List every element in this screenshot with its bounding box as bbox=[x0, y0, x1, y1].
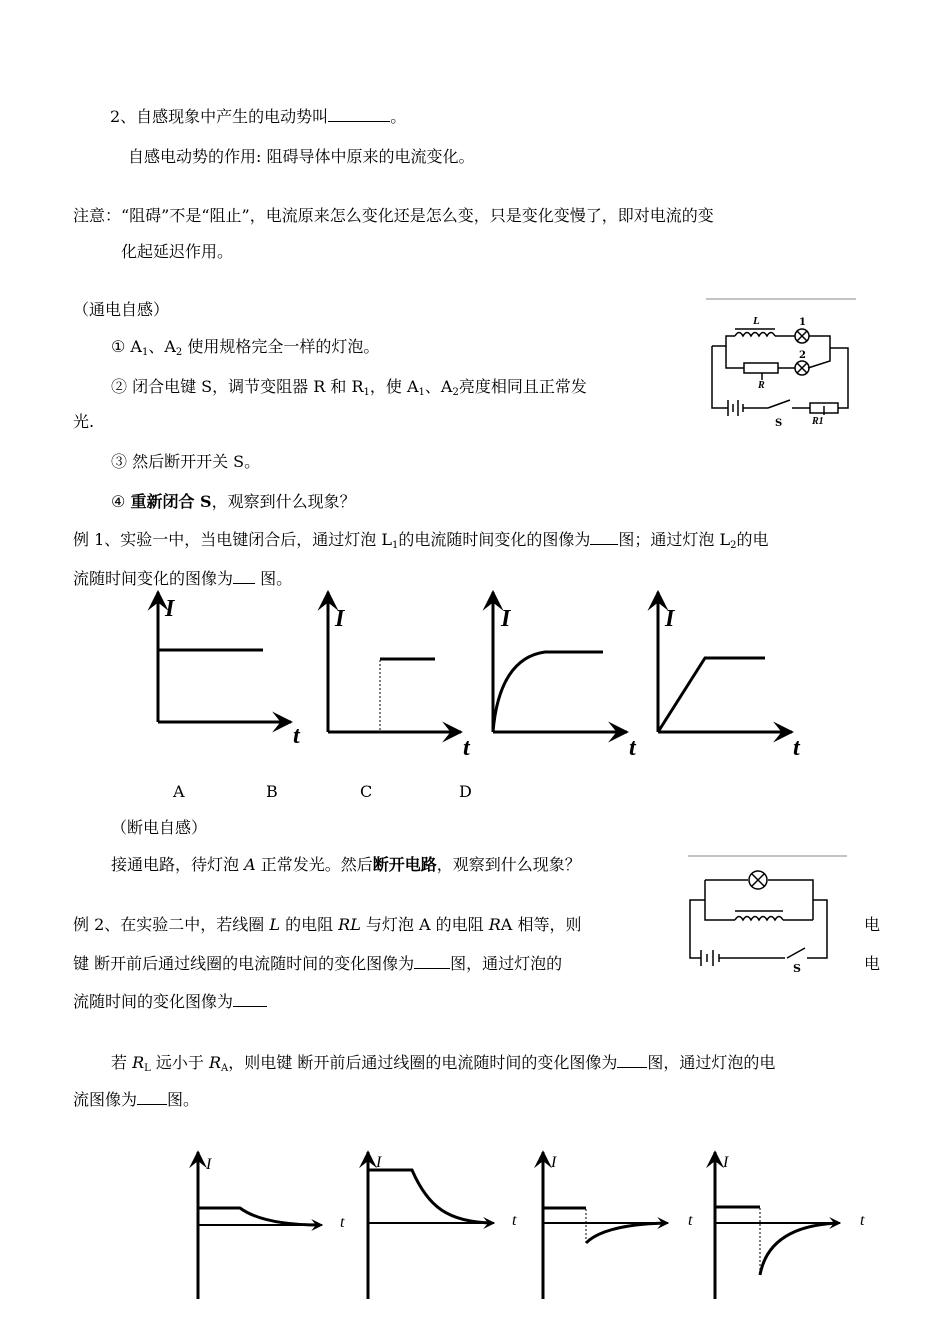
graph-D-y-label: I bbox=[665, 606, 675, 632]
step2-sub: 1 bbox=[363, 387, 370, 398]
off-text: 接通电路，待灯泡 bbox=[111, 855, 245, 874]
off-bold: 断开电路 bbox=[372, 855, 437, 874]
graph-B-x-label: t bbox=[463, 735, 470, 761]
circuit-diagram-1 bbox=[700, 296, 865, 431]
step2-text: 亮度相同且正常发 bbox=[458, 377, 587, 396]
ex2-text: 例 2、在实验二中，若线圈 bbox=[73, 915, 270, 934]
step4-bold: 重新闭合 S bbox=[130, 492, 212, 511]
ex2-text: 与灯泡 A 的电阻 bbox=[360, 915, 489, 934]
graph-A-y-label: I bbox=[165, 596, 175, 622]
step1-sub: 1 bbox=[141, 347, 149, 358]
ex2-text: 流随时间的变化图像为 bbox=[73, 992, 234, 1011]
ex3-text: R bbox=[132, 1053, 145, 1072]
graph-C-x-label: t bbox=[629, 735, 636, 761]
example-2-line-3 bbox=[73, 992, 267, 1012]
ex3-text: 图。 bbox=[167, 1090, 200, 1109]
inductor-label: L bbox=[753, 315, 760, 327]
note-line-1: 注意：“阻碍”不是“阻止”，电流原来怎么变化还是怎么变，只是变化变慢了，即对电流的变 bbox=[73, 206, 714, 225]
lamp-2-label: 2 bbox=[799, 350, 806, 361]
graphs-set-1 bbox=[145, 588, 815, 763]
answer-blank[interactable] bbox=[617, 1053, 647, 1068]
note-line-2: 化起延迟作用。 bbox=[121, 242, 234, 261]
ex3-sub: A bbox=[221, 1063, 229, 1074]
off-text: 正常发光。然后 bbox=[255, 855, 373, 874]
step1-text: ① A bbox=[111, 337, 142, 356]
answer-blank[interactable] bbox=[328, 107, 390, 122]
g2-3-y-label: I bbox=[551, 1154, 557, 1171]
switch-label-2: S bbox=[793, 962, 801, 975]
graph-label-B: B bbox=[266, 782, 278, 801]
ex2-text: A 相等，则 bbox=[500, 915, 582, 934]
step2-sub: 1 bbox=[418, 387, 425, 398]
lamp-1-label: 1 bbox=[799, 317, 806, 328]
ex3-text: R bbox=[208, 1053, 222, 1072]
ex3-text: 图，通过灯泡的电 bbox=[647, 1053, 776, 1072]
ex2-text: 的电阻 bbox=[279, 915, 339, 934]
g2-4-y-label: I bbox=[723, 1154, 729, 1171]
graph-C-y-label: I bbox=[501, 606, 511, 632]
g2-2-y-label: I bbox=[376, 1154, 382, 1171]
step4-rest: ，观察到什么现象？ bbox=[211, 492, 356, 511]
ex1-text: 的电 bbox=[736, 530, 769, 549]
graph-label-D: D bbox=[459, 782, 472, 801]
ex1-text: 的电流随时间变化的图像为 bbox=[398, 530, 591, 549]
ex3-text: ，则电键 断开前后通过线圈的电流随时间的变化图像为 bbox=[228, 1053, 618, 1072]
step1-text: 、A bbox=[148, 337, 176, 356]
off-text: A bbox=[244, 855, 256, 874]
resistor-label: R1 bbox=[812, 416, 824, 427]
power-off-line bbox=[111, 855, 581, 875]
example-1-line-2 bbox=[73, 569, 292, 589]
graph-B-y-label: I bbox=[335, 606, 345, 632]
g2-1-y-label: I bbox=[206, 1156, 212, 1173]
ex2-text: 键 断开前后通过线圈的电流随时间的变化图像为 bbox=[73, 954, 415, 973]
emf-effect: 自感电动势的作用: 阻碍导体中原来的电流变化。 bbox=[128, 147, 475, 166]
ex3-sub: L bbox=[144, 1063, 151, 1074]
step-2 bbox=[111, 377, 587, 403]
step2-text: ② 闭合电键 S，调节变阻器 R 和 R bbox=[111, 377, 364, 396]
example-3-line-1 bbox=[111, 1053, 775, 1079]
q2-suffix: 。 bbox=[390, 107, 407, 126]
ex2-overflow-1: 电 bbox=[864, 915, 881, 934]
ex2-overflow-2: 电 bbox=[864, 954, 881, 973]
ex1-text: 图。 bbox=[255, 569, 293, 588]
graph-label-C: C bbox=[360, 782, 373, 801]
ex1-text: 图；通过灯泡 L bbox=[618, 530, 731, 549]
ex2-text: R bbox=[488, 915, 501, 934]
question-2 bbox=[110, 107, 406, 127]
graph-A-x-label: t bbox=[293, 723, 300, 749]
step-4 bbox=[111, 492, 356, 512]
ex2-text: 图，通过灯泡的 bbox=[450, 954, 563, 973]
answer-blank[interactable] bbox=[233, 992, 267, 1007]
example-2-line-2 bbox=[73, 954, 562, 974]
rheostat-label: R bbox=[758, 380, 765, 391]
graphs-set-2 bbox=[180, 1147, 880, 1307]
step1-text: 使用规格完全一样的灯泡。 bbox=[182, 337, 380, 356]
answer-blank[interactable] bbox=[590, 530, 618, 545]
ex2-text: L bbox=[269, 915, 280, 934]
g2-2-x-label: t bbox=[512, 1212, 517, 1229]
graph-label-A: A bbox=[173, 782, 185, 801]
step-3: ③ 然后断开开关 S。 bbox=[111, 452, 261, 471]
step1-sub: 2 bbox=[175, 347, 183, 358]
section-power-on: （通电自感） bbox=[73, 300, 170, 319]
step2-text: ，使 A bbox=[369, 377, 419, 396]
ex1-sub: 1 bbox=[391, 540, 399, 551]
answer-blank[interactable] bbox=[414, 954, 450, 969]
answer-blank[interactable] bbox=[137, 1090, 167, 1105]
step2-sub: 2 bbox=[452, 387, 459, 398]
ex2-text: RL bbox=[338, 915, 361, 934]
ex1-text: 流随时间变化的图像为 bbox=[73, 569, 234, 588]
answer-blank[interactable] bbox=[233, 569, 255, 584]
g2-3-x-label: t bbox=[688, 1212, 693, 1229]
example-1-line-1 bbox=[73, 530, 768, 556]
ex1-text: 例 1、实验一中，当电键闭合后，通过灯泡 L bbox=[73, 530, 392, 549]
section-power-off: （断电自感） bbox=[111, 818, 208, 837]
example-2-line-1 bbox=[73, 915, 581, 935]
step-1 bbox=[111, 337, 379, 363]
example-3-line-2 bbox=[73, 1090, 199, 1110]
ex3-text: 远小于 bbox=[150, 1053, 209, 1072]
graph-D-x-label: t bbox=[793, 735, 800, 761]
switch-label: S bbox=[775, 418, 783, 429]
g2-4-x-label: t bbox=[860, 1212, 865, 1229]
off-text: ，观察到什么现象？ bbox=[436, 855, 581, 874]
g2-1-x-label: t bbox=[340, 1214, 345, 1231]
step4-num: ④ bbox=[111, 492, 131, 511]
ex3-text: 若 bbox=[111, 1053, 133, 1072]
ex1-sub: 2 bbox=[730, 540, 737, 551]
step-2-cont: 光. bbox=[73, 412, 95, 431]
circuit-diagram-2 bbox=[685, 852, 855, 977]
ex3-text: 流图像为 bbox=[73, 1090, 138, 1109]
step2-text: 、A bbox=[424, 377, 453, 396]
q2-prefix: 2、自感现象中产生的电动势叫 bbox=[110, 107, 329, 126]
